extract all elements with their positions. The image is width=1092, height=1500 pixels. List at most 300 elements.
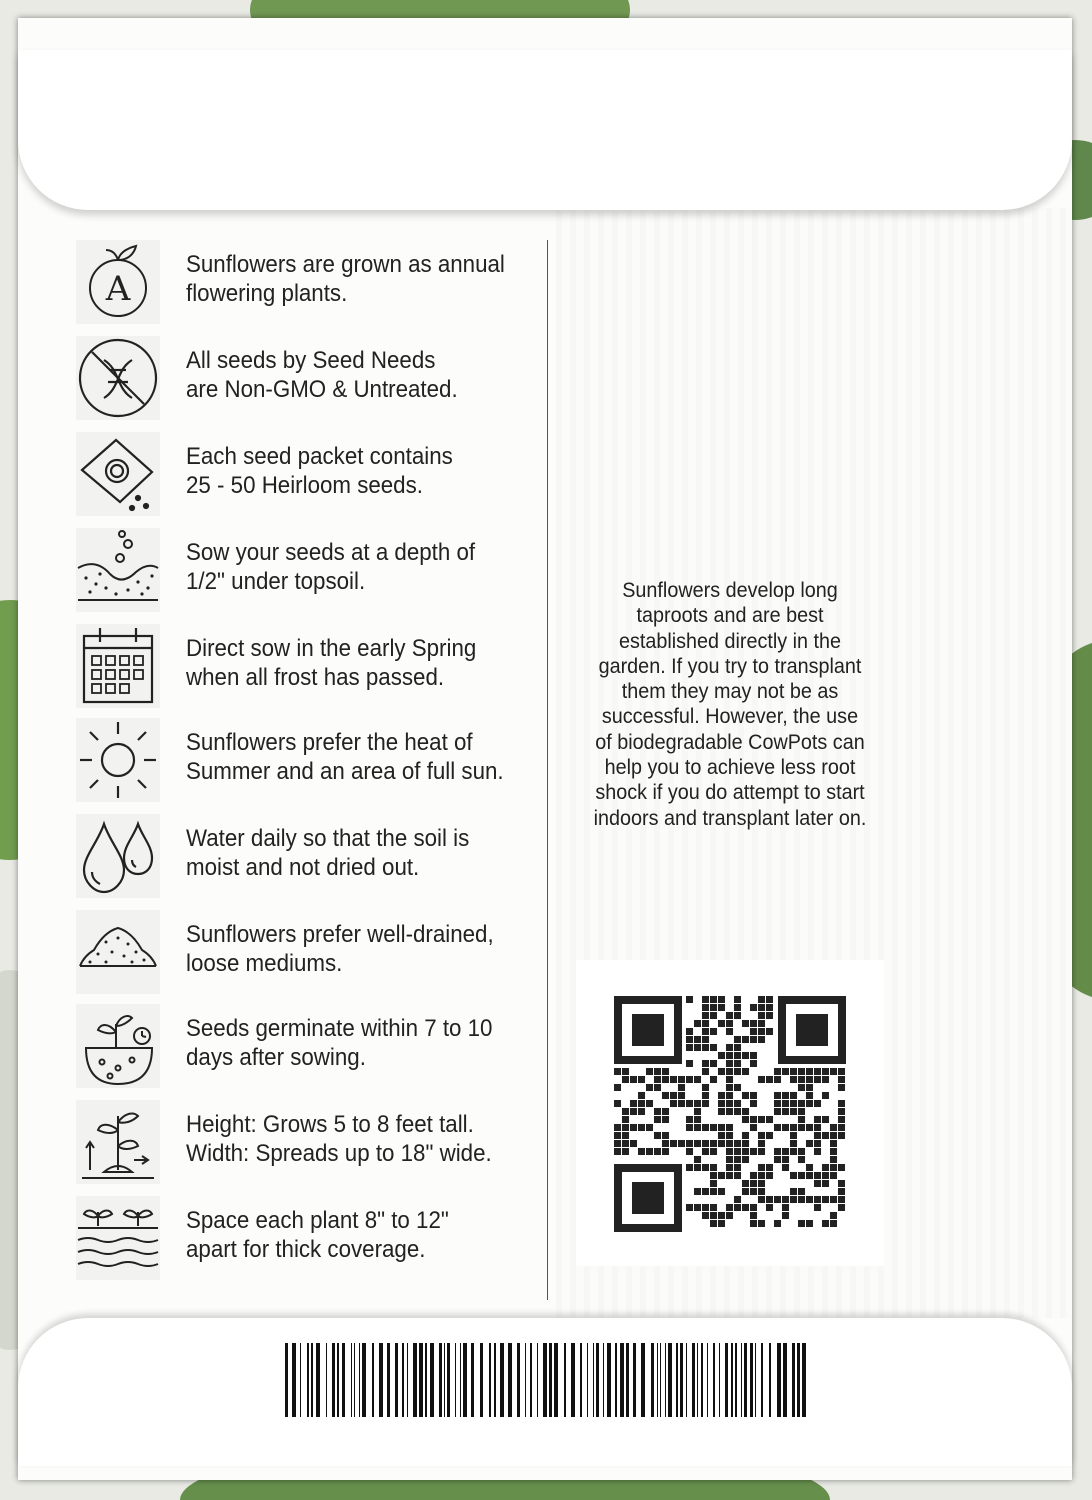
barcode-bar	[571, 1343, 575, 1417]
barcode-bar	[607, 1343, 611, 1417]
column-divider	[547, 240, 548, 1300]
qr-module	[782, 1196, 789, 1203]
feature-row	[76, 1196, 546, 1280]
qr-module	[750, 1172, 757, 1179]
growing-note-line: indoors and transplant later on.	[593, 805, 867, 830]
qr-module	[742, 1108, 749, 1115]
qr-module	[838, 1084, 845, 1091]
qr-module	[734, 1196, 741, 1203]
barcode-bar	[719, 1343, 720, 1417]
qr-module	[838, 1188, 845, 1195]
growing-note-line: shock if you do attempt to start	[595, 780, 865, 805]
qr-module	[726, 1044, 733, 1051]
qr-module	[766, 996, 773, 1003]
qr-module	[702, 1084, 709, 1091]
qr-module	[774, 1196, 781, 1203]
barcode-bar	[713, 1343, 715, 1417]
qr-code-graphic	[576, 960, 884, 1266]
barcode-bar	[633, 1343, 636, 1417]
qr-module	[662, 1076, 669, 1083]
qr-module	[718, 1188, 725, 1195]
qr-module	[710, 1140, 717, 1147]
qr-code[interactable]	[576, 960, 884, 1266]
top-flap	[18, 50, 1072, 210]
qr-module	[830, 1164, 837, 1171]
qr-module	[710, 1172, 717, 1179]
qr-module	[686, 1204, 693, 1211]
qr-module	[830, 1124, 837, 1131]
barcode-bar	[460, 1343, 461, 1417]
qr-module	[702, 1212, 709, 1219]
qr-module	[734, 1012, 741, 1019]
qr-module	[742, 1204, 749, 1211]
qr-module	[742, 1052, 749, 1059]
qr-module	[814, 1076, 821, 1083]
qr-module	[718, 1140, 725, 1147]
qr-module	[614, 1140, 621, 1147]
feature-text-line-1: Water daily so that the soil is	[186, 825, 470, 852]
qr-module	[638, 1092, 645, 1099]
qr-module	[726, 1132, 733, 1139]
qr-module	[798, 1084, 805, 1091]
growing-note-line: them they may not be as	[621, 679, 839, 704]
barcode-bar	[783, 1343, 787, 1417]
qr-module	[822, 1092, 829, 1099]
qr-module	[814, 1140, 821, 1147]
qr-module	[710, 1180, 717, 1187]
qr-module	[830, 1196, 837, 1203]
qr-module	[718, 1172, 725, 1179]
qr-module	[710, 1044, 717, 1051]
seed-packet-back	[18, 18, 1072, 1480]
qr-module	[726, 1012, 733, 1019]
qr-module	[662, 1132, 669, 1139]
barcode-bar	[741, 1343, 742, 1417]
qr-module	[734, 1004, 741, 1011]
qr-module	[614, 1132, 621, 1139]
qr-module	[718, 1052, 725, 1059]
qr-module	[766, 1076, 773, 1083]
qr-module	[694, 1108, 701, 1115]
barcode-bar	[359, 1343, 360, 1417]
qr-module	[734, 1036, 741, 1043]
qr-module	[750, 1204, 757, 1211]
qr-module	[766, 1164, 773, 1171]
qr-module	[742, 1156, 749, 1163]
qr-module	[830, 1068, 837, 1075]
qr-module	[654, 1116, 661, 1123]
feature-text-line-2: days after sowing.	[186, 1044, 366, 1071]
qr-module	[622, 1124, 629, 1131]
feature-text-line-1: Space each plant 8" to 12"	[186, 1207, 449, 1234]
qr-module	[814, 1180, 821, 1187]
qr-module	[662, 1140, 669, 1147]
qr-module	[686, 1116, 693, 1123]
barcode-bar	[379, 1343, 383, 1417]
qr-module	[830, 1220, 837, 1227]
qr-module	[790, 1132, 797, 1139]
qr-module	[726, 1060, 733, 1067]
qr-module	[702, 1012, 709, 1019]
qr-module	[726, 1084, 733, 1091]
qr-module	[766, 1004, 773, 1011]
feature-row	[76, 814, 546, 898]
qr-module	[742, 1180, 749, 1187]
feature-row	[76, 432, 546, 516]
barcode-bar	[455, 1343, 456, 1417]
qr-module	[654, 1148, 661, 1155]
qr-module	[806, 1196, 813, 1203]
qr-module	[782, 1148, 789, 1155]
qr-module	[670, 1092, 677, 1099]
annual-plant-icon	[76, 240, 160, 324]
barcode-bar	[620, 1343, 624, 1417]
qr-module	[718, 1124, 725, 1131]
barcode-bar	[750, 1343, 753, 1417]
germination-icon	[76, 1004, 160, 1088]
qr-module	[806, 1124, 813, 1131]
qr-module	[710, 1148, 717, 1155]
qr-module	[694, 1204, 701, 1211]
growing-note-line: garden. If you try to transplant	[598, 653, 862, 678]
qr-module	[622, 1076, 629, 1083]
barcode-bar	[593, 1343, 594, 1417]
qr-module	[766, 1012, 773, 1019]
qr-module	[814, 1172, 821, 1179]
qr-module	[790, 1196, 797, 1203]
qr-module	[774, 1220, 781, 1227]
feature-row	[76, 240, 546, 324]
qr-module	[726, 1172, 733, 1179]
qr-module	[790, 1100, 797, 1107]
qr-module	[726, 1124, 733, 1131]
growing-note-line: successful. However, the use	[601, 704, 859, 729]
feature-text-line-2: apart for thick coverage.	[186, 1236, 426, 1263]
qr-module	[638, 1100, 645, 1107]
qr-module	[718, 1068, 725, 1075]
qr-module	[718, 996, 725, 1003]
qr-module	[838, 1204, 845, 1211]
qr-module	[726, 1028, 733, 1035]
qr-module	[710, 1220, 717, 1227]
feature-text-line-1: Sow your seeds at a depth of	[186, 539, 476, 566]
feature-text-line-1: Sunflowers are grown as annual	[186, 251, 505, 278]
qr-module	[718, 1004, 725, 1011]
qr-module	[758, 1172, 765, 1179]
qr-module	[702, 1060, 709, 1067]
feature-text-line-2: 25 - 50 Heirloom seeds.	[186, 472, 423, 499]
qr-module	[774, 1076, 781, 1083]
qr-module	[726, 1204, 733, 1211]
qr-module	[750, 1148, 757, 1155]
barcode-bar	[316, 1343, 320, 1417]
qr-module	[726, 1092, 733, 1099]
qr-module	[822, 1172, 829, 1179]
qr-module	[710, 1028, 717, 1035]
qr-module	[782, 1108, 789, 1115]
qr-module	[694, 1124, 701, 1131]
barcode-bar	[332, 1343, 335, 1417]
qr-module	[798, 1188, 805, 1195]
feature-row	[76, 910, 546, 994]
qr-module	[630, 1076, 637, 1083]
qr-module	[686, 1076, 693, 1083]
qr-module	[790, 1124, 797, 1131]
feature-row	[76, 336, 546, 420]
qr-module	[702, 1044, 709, 1051]
qr-module	[798, 1156, 805, 1163]
qr-module	[614, 1148, 621, 1155]
qr-module	[758, 1020, 765, 1027]
barcode-bar	[413, 1343, 417, 1417]
qr-module	[758, 1196, 765, 1203]
qr-module	[750, 1092, 757, 1099]
qr-module	[718, 1100, 725, 1107]
qr-module	[782, 1100, 789, 1107]
qr-module	[662, 1068, 669, 1075]
feature-row	[76, 718, 546, 802]
qr-module	[726, 1068, 733, 1075]
barcode-bar	[697, 1343, 698, 1417]
qr-module	[702, 1140, 709, 1147]
feature-text-line-2: loose mediums.	[186, 950, 343, 977]
qr-module	[734, 1068, 741, 1075]
qr-module	[622, 1116, 629, 1123]
qr-module	[838, 1100, 845, 1107]
qr-module	[814, 1124, 821, 1131]
barcode-bar	[543, 1343, 547, 1417]
qr-module	[726, 1156, 733, 1163]
qr-module	[822, 1076, 829, 1083]
barcode-bar	[564, 1343, 566, 1417]
qr-module	[702, 1164, 709, 1171]
svg-text:A: A	[105, 269, 131, 309]
barcode-bar	[660, 1343, 661, 1417]
barcode-bar	[494, 1343, 496, 1417]
qr-module	[694, 1156, 701, 1163]
qr-module	[742, 1036, 749, 1043]
qr-module	[646, 1148, 653, 1155]
qr-module	[758, 1132, 765, 1139]
qr-module	[702, 996, 709, 1003]
qr-module	[702, 1004, 709, 1011]
qr-module	[702, 1148, 709, 1155]
qr-module	[790, 1092, 797, 1099]
qr-module	[790, 1148, 797, 1155]
feature-text-line-1: Height: Grows 5 to 8 feet tall.	[186, 1111, 474, 1138]
barcode-bar	[657, 1343, 658, 1417]
qr-module	[758, 1164, 765, 1171]
qr-module	[758, 1148, 765, 1155]
barcode-bar	[419, 1343, 423, 1417]
qr-module	[694, 1076, 701, 1083]
qr-module	[686, 1044, 693, 1051]
qr-module	[822, 1220, 829, 1227]
qr-module	[702, 1036, 709, 1043]
qr-module	[838, 1124, 845, 1131]
qr-module	[686, 996, 693, 1003]
barcode-bar	[326, 1343, 327, 1417]
barcode-bar	[387, 1343, 390, 1417]
barcode-bar	[615, 1343, 617, 1417]
qr-module	[686, 1140, 693, 1147]
barcode-bar	[311, 1343, 313, 1417]
qr-module	[830, 1148, 837, 1155]
qr-module	[734, 1164, 741, 1171]
qr-module	[726, 1100, 733, 1107]
barcode-bar	[362, 1343, 366, 1417]
qr-module	[830, 1140, 837, 1147]
qr-module	[622, 1132, 629, 1139]
barcode-bar	[761, 1343, 763, 1417]
qr-module	[726, 1164, 733, 1171]
feature-row	[76, 1004, 546, 1088]
qr-module	[710, 1204, 717, 1211]
qr-module	[718, 1132, 725, 1139]
barcode-bar	[641, 1343, 645, 1417]
qr-module	[630, 1100, 637, 1107]
growing-note-line: help you to achieve less root	[604, 755, 856, 780]
qr-module	[838, 1164, 845, 1171]
barcode-bar	[351, 1343, 352, 1417]
qr-module	[638, 1124, 645, 1131]
qr-module	[742, 1132, 749, 1139]
qr-module	[758, 1012, 765, 1019]
qr-module	[822, 1132, 829, 1139]
qr-module	[686, 1036, 693, 1043]
qr-module	[646, 1084, 653, 1091]
feature-row	[76, 1100, 546, 1184]
growing-note-line: of biodegradable CowPots can	[595, 729, 865, 754]
qr-module	[694, 1020, 701, 1027]
qr-module	[838, 1076, 845, 1083]
barcode-bar	[707, 1343, 708, 1417]
qr-module	[750, 1028, 757, 1035]
qr-module	[742, 1140, 749, 1147]
qr-module	[814, 1116, 821, 1123]
barcode-bar	[463, 1343, 467, 1417]
qr-module	[822, 1116, 829, 1123]
qr-module	[710, 1188, 717, 1195]
qr-module	[614, 1084, 621, 1091]
qr-module	[750, 1036, 757, 1043]
qr-module	[782, 1092, 789, 1099]
qr-module	[614, 1068, 621, 1075]
non-gmo-icon	[76, 336, 160, 420]
qr-module	[790, 1068, 797, 1075]
qr-module	[758, 1140, 765, 1147]
barcode-bar	[439, 1343, 442, 1417]
growing-note-line: established directly in the	[618, 628, 842, 653]
feature-text-line-2: when all frost has passed.	[186, 664, 445, 691]
qr-module	[742, 1092, 749, 1099]
barcode-bar	[626, 1343, 629, 1417]
qr-module	[710, 996, 717, 1003]
sun-icon	[76, 718, 160, 802]
qr-module	[750, 1004, 757, 1011]
qr-module	[766, 1028, 773, 1035]
qr-module	[822, 1164, 829, 1171]
qr-module	[806, 1068, 813, 1075]
qr-module	[790, 1188, 797, 1195]
qr-module	[686, 1060, 693, 1067]
qr-module	[654, 1068, 661, 1075]
qr-module	[646, 1100, 653, 1107]
barcode	[283, 1343, 808, 1417]
qr-module	[734, 1172, 741, 1179]
qr-module	[734, 1140, 741, 1147]
qr-module	[830, 1132, 837, 1139]
barcode-bar	[554, 1343, 558, 1417]
qr-module	[654, 1108, 661, 1115]
qr-module	[742, 1188, 749, 1195]
qr-module	[622, 1148, 629, 1155]
qr-module	[798, 1116, 805, 1123]
qr-module	[758, 1028, 765, 1035]
qr-module	[662, 1148, 669, 1155]
feature-text-line-2: moist and not dried out.	[186, 854, 420, 881]
qr-module	[782, 1212, 789, 1219]
qr-module	[678, 1076, 685, 1083]
qr-module	[630, 1124, 637, 1131]
qr-module	[702, 1092, 709, 1099]
qr-module	[806, 1100, 813, 1107]
water-drops-icon	[76, 814, 160, 898]
qr-module	[654, 1076, 661, 1083]
qr-module	[726, 1020, 733, 1027]
qr-module	[734, 996, 741, 1003]
qr-module	[718, 1020, 725, 1027]
barcode-bar	[471, 1343, 474, 1417]
qr-module	[710, 1164, 717, 1171]
barcode-bar	[802, 1343, 806, 1417]
qr-module	[758, 996, 765, 1003]
qr-module	[710, 1012, 717, 1019]
qr-module	[678, 1084, 685, 1091]
qr-module	[734, 1100, 741, 1107]
qr-module	[710, 1060, 717, 1067]
qr-module	[798, 1172, 805, 1179]
barcode-bar	[665, 1343, 666, 1417]
barcode-bar	[517, 1343, 520, 1417]
feature-row	[76, 528, 546, 612]
barcode-bar	[580, 1343, 582, 1417]
barcode-bar	[587, 1343, 588, 1417]
barcode-bar	[372, 1343, 374, 1417]
barcode-bar	[307, 1343, 309, 1417]
qr-module	[790, 1108, 797, 1115]
sowing-depth-icon	[76, 528, 160, 612]
seed-packet-icon	[76, 432, 160, 516]
qr-module	[742, 1116, 749, 1123]
qr-module	[806, 1220, 813, 1227]
qr-module	[750, 1212, 757, 1219]
qr-module	[758, 1220, 765, 1227]
qr-module	[798, 1076, 805, 1083]
qr-module	[766, 1116, 773, 1123]
qr-module	[678, 1140, 685, 1147]
qr-module	[838, 1116, 845, 1123]
barcode-bar	[769, 1343, 771, 1417]
barcode-bar	[686, 1343, 687, 1417]
qr-module	[758, 1180, 765, 1187]
qr-module	[694, 1164, 701, 1171]
qr-module	[630, 1108, 637, 1115]
qr-module	[838, 1108, 845, 1115]
qr-module	[734, 1052, 741, 1059]
feature-text-line-1: Each seed packet contains	[186, 443, 453, 470]
qr-module	[662, 1092, 669, 1099]
